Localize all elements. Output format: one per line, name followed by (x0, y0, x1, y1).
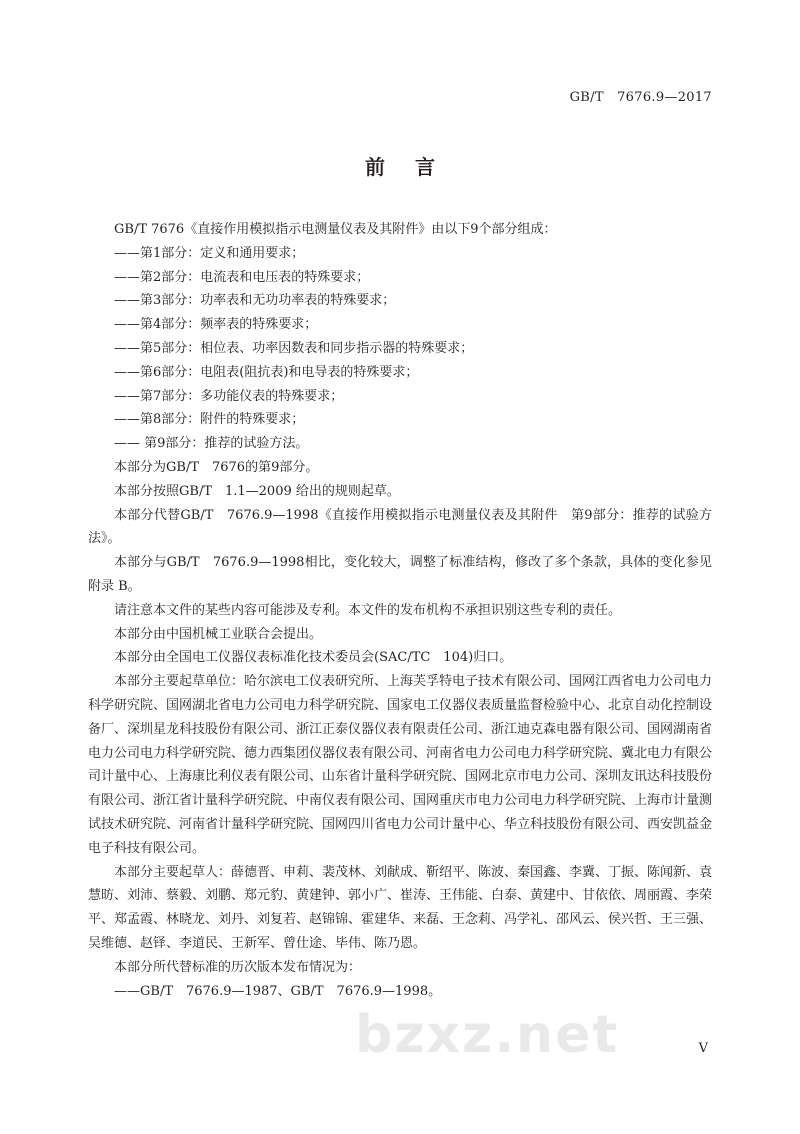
paragraph-edition-list: ——GB/T 7676.9—1987、GB/T 7676.9—1998。 (114, 983, 442, 999)
paragraph-replaces: 本部分代替GB/T 7676.9—1998《直接作用模拟指示电测量仪表及其附件 第9部分：推荐的试验方法》。 (88, 507, 712, 547)
paragraph-drafting-units: 本部分主要起草单位：哈尔滨电工仪表研究所、上海芙孚特电子技术有限公司、国网江西省电力公司电力科学研究院、国网湖北省电力公司电力科学研究院、国家电工仪器仪表质量监督检验中心、北京自动化控制设备厂、深圳星龙科技股份有限公司、浙江正泰仪器仪表有限责任公司、浙江迪克森电器有限公司、国网湖南省电力公司电力科学研究院、德力西集团仪器仪表有限公司、河南省电力公司电力科学研究院、冀北电力有限公司计量中心、上海康比利仪表有限公司、山东省计量科学研究院、国网北京市电力公司、深圳友讯达科技股份有限公司、浙江省计量科学研究院、中南仪表有限公司、国网重庆市电力公司电力科学研究院、上海市计量测试技术研究院、河南省计量科学研究院、国网四川省电力公司计量中心、华立科技股份有限公司、西安凯益金电子科技有限公司。 (88, 674, 713, 856)
page-title: 前言 (365, 155, 465, 179)
paragraph-changes: 本部分与GB/T 7676.9—1998相比，变化较大，调整了标准结构，修改了多个条款，具体的变化参见附录 B。 (88, 555, 712, 594)
paragraph-drafting-rules: 本部分按照GB/T 1.1—2009 给出的规则起草。 (114, 483, 400, 499)
list-item: ——第4部分：频率表的特殊要求； (114, 317, 318, 333)
watermark-logo: bzxz.net (355, 1005, 620, 1065)
list-item: ——第8部分：附件的特殊要求； (114, 412, 305, 428)
list-item: ——第1部分：定义和通用要求； (114, 245, 305, 261)
page-number: V (698, 1041, 708, 1056)
paragraph-previous-editions: 本部分所代替标准的历次版本发布情况为： (114, 959, 362, 975)
list-item: ——第3部分：功率表和无功功率表的特殊要求； (114, 293, 396, 309)
document-body (88, 218, 712, 1003)
list-item: —— 第9部分：推荐的试验方法。 (114, 436, 309, 452)
list-item: ——第7部分：多功能仪表的特殊要求； (114, 388, 344, 404)
list-item: ——第2部分：电流表和电压表的特殊要求； (114, 269, 370, 285)
intro-paragraph: GB/T 7676《直接作用模拟指示电测量仪表及其附件》由以下9个部分组成： (114, 222, 557, 237)
list-item: ——第5部分：相位表、功率因数表和同步指示器的特殊要求； (114, 340, 474, 356)
standard-code: GB/T 7676.9—2017 (569, 90, 712, 105)
paragraph-under-jurisdiction: 本部分由全国电工仪器仪表标准化技术委员会(SAC/TC 104)归口。 (114, 650, 513, 666)
parts-list (88, 242, 712, 456)
paragraph-drafters: 本部分主要起草人：薛德晋、申莉、裴茂林、刘献成、靳绍平、陈波、秦国鑫、李冀、丁振、陈闻新、袁慧昉、刘沛、蔡毅、刘鹏、郑元豹、黄建钟、郭小广、崔涛、王伟能、白泰、黄建中、甘依依、周丽霞、李荣平、郑孟霞、林晓龙、刘丹、刘复若、赵锦锦、霍建华、来磊、王念莉、冯学礼、邵风云、侯兴哲、王三强、吴维德、赵铎、李道民、王新军、曾仕途、毕伟、陈乃恩。 (88, 864, 713, 951)
paragraph-part-number: 本部分为GB/T 7676的第9部分。 (114, 459, 319, 475)
paragraph-proposed-by: 本部分由中国机械工业联合会提出。 (114, 626, 323, 642)
paragraph-patent-notice: 请注意本文件的某些内容可能涉及专利。本文件的发布机构不承担识别这些专利的责任。 (114, 602, 622, 618)
list-item: ——第6部分：电阻表(阻抗表)和电导表的特殊要求； (114, 364, 419, 380)
